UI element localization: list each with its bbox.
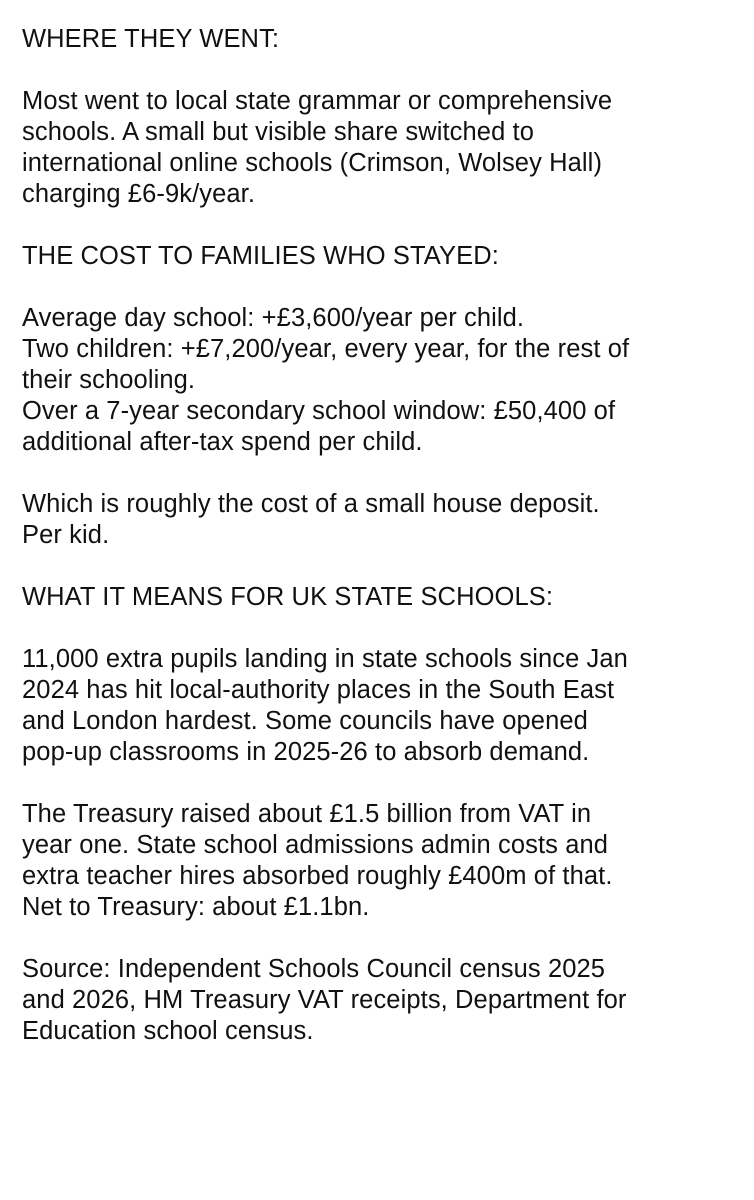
heading-state-schools bbox=[22, 582, 734, 613]
paragraph-costs bbox=[22, 303, 734, 458]
paragraph-house-deposit bbox=[22, 489, 734, 551]
text-line: Average day school: +£3,600/year per child. bbox=[22, 304, 525, 332]
paragraph-extra-pupils bbox=[22, 644, 734, 768]
text-line: Over a 7-year secondary school window: £50,400 of bbox=[22, 397, 616, 425]
text-line: Which is roughly the cost of a small house deposit. bbox=[22, 490, 600, 518]
text-line: charging £6-9k/year. bbox=[22, 180, 256, 208]
text-line: 2024 has hit local-authority places in the South East bbox=[22, 676, 615, 704]
text-line: Source: Independent Schools Council census 2025 bbox=[22, 955, 606, 983]
paragraph-treasury bbox=[22, 799, 734, 923]
text-line: and 2026, HM Treasury VAT receipts, Department for bbox=[22, 986, 627, 1014]
text-line: and London hardest. Some councils have opened bbox=[22, 707, 588, 735]
text-line: schools. A small but visible share switched to bbox=[22, 118, 535, 146]
text-line: Two children: +£7,200/year, every year, for the rest of bbox=[22, 335, 630, 363]
text-line: pop-up classrooms in 2025-26 to absorb demand. bbox=[22, 738, 590, 766]
text-line: international online schools (Crimson, Wolsey Hall) bbox=[22, 149, 603, 177]
heading-where-they-went bbox=[22, 24, 734, 55]
text-line: WHERE THEY WENT: bbox=[22, 25, 280, 53]
paragraph-source bbox=[22, 954, 734, 1047]
text-line: Most went to local state grammar or comprehensive bbox=[22, 87, 613, 115]
paragraph-destinations bbox=[22, 86, 734, 210]
text-line: Net to Treasury: about £1.1bn. bbox=[22, 893, 370, 921]
text-line: extra teacher hires absorbed roughly £400m of that. bbox=[22, 862, 613, 890]
text-line: Education school census. bbox=[22, 1017, 314, 1045]
text-line: Per kid. bbox=[22, 521, 110, 549]
text-line: their schooling. bbox=[22, 366, 196, 394]
text-line: WHAT IT MEANS FOR UK STATE SCHOOLS: bbox=[22, 583, 554, 611]
text-line: THE COST TO FAMILIES WHO STAYED: bbox=[22, 242, 499, 270]
text-line: year one. State school admissions admin costs and bbox=[22, 831, 609, 859]
text-line: additional after-tax spend per child. bbox=[22, 428, 423, 456]
heading-cost-to-families bbox=[22, 241, 734, 272]
text-line: The Treasury raised about £1.5 billion from VAT in bbox=[22, 800, 592, 828]
text-line: 11,000 extra pupils landing in state schools since Jan bbox=[22, 645, 628, 673]
